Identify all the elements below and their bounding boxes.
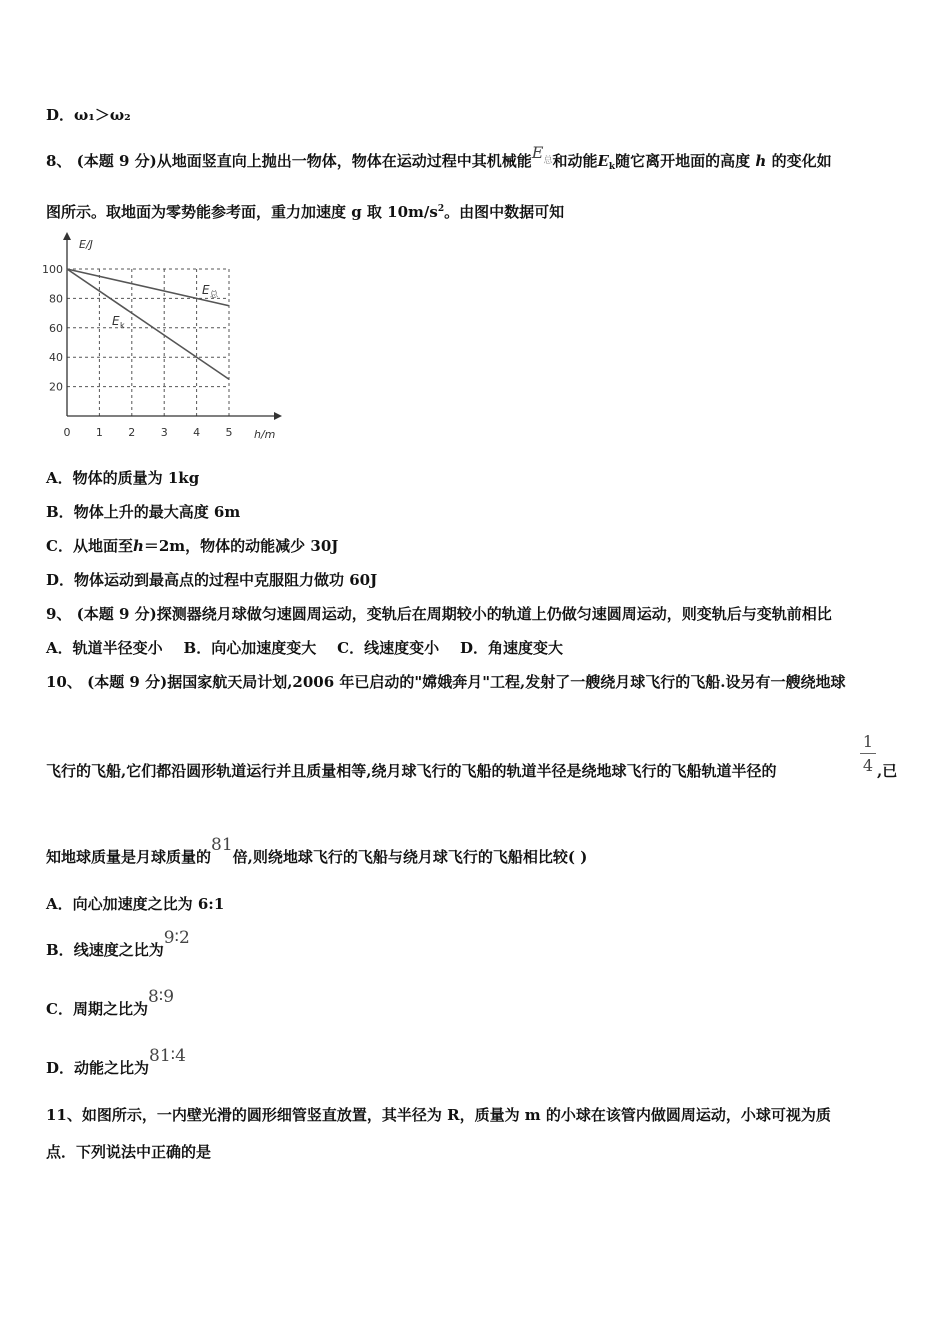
y-axis-label: E/J <box>79 238 93 251</box>
option-label: B． <box>46 941 74 959</box>
x-tick-label: 1 <box>95 426 103 439</box>
option-math: 9∶2 <box>163 928 190 948</box>
option-text: 从地面至 <box>72 537 133 555</box>
option-label: D． <box>460 639 489 657</box>
question-number: 10、 <box>46 673 82 691</box>
question-text: ,已 <box>877 762 898 780</box>
q8-option-d <box>46 569 377 590</box>
q11-line-1 <box>46 1104 831 1125</box>
y-axis-arrow <box>63 232 71 240</box>
question-text: 据国家航天局计划,2006 年已启动的"嫦娥奔月"工程,发射了一艘绕月球飞行的飞船.设另有一艘绕地球 <box>167 673 846 691</box>
option-text: 线速度变小 <box>364 639 440 657</box>
option-label: A． <box>46 639 73 657</box>
series-label-sub-0: 总 <box>210 290 218 299</box>
q8-line-2 <box>46 201 564 222</box>
option-label: C． <box>46 537 73 555</box>
question-text: 和动能 <box>552 152 598 170</box>
h-symbol: h <box>132 537 144 555</box>
option-label: B． <box>46 503 74 521</box>
energy-height-chart <box>36 232 286 444</box>
question-points: (本题 9 分) <box>87 673 168 691</box>
option-text: 物体运动到最高点的过程中克服阻力做功 60J <box>74 571 378 589</box>
q10-line-3 <box>46 835 588 867</box>
question-text: 探测器绕月球做匀速圆周运动，变轨后在周期较小的轨道上仍做匀速圆周运动，则变轨后与变轨前相比 <box>156 605 832 623</box>
mass-ratio: 81 <box>211 835 233 855</box>
fraction-denominator: 4 <box>862 756 874 775</box>
question-text: 飞行的飞船,它们都沿圆形轨道运行并且质量相等,绕月球飞行的飞船的轨道半径是绕地球飞行的飞船轨道半径的 <box>46 762 777 780</box>
q10-option-a <box>46 893 224 914</box>
x-axis-label: h/m <box>254 428 276 441</box>
question-text: 点．下列说法中正确的是 <box>46 1143 212 1161</box>
q10-option-d <box>46 1046 186 1078</box>
option-text: 物体上升的最大高度 6m <box>73 503 241 521</box>
y-tick-label: 20 <box>49 380 63 394</box>
series-label-0: E <box>202 283 210 297</box>
question-text: 如图所示，一内壁光滑的圆形细管竖直放置，其半径为 R，质量为 m 的小球在该管内做圆周运动，小球可视为质 <box>81 1106 831 1124</box>
option-text: ω₁＞ω₂ <box>74 106 131 124</box>
q9-stem <box>46 603 832 624</box>
y-tick-label: 40 <box>49 351 63 365</box>
x-tick-label: 2 <box>128 426 136 439</box>
q7-option-d <box>46 104 131 125</box>
q10-option-b <box>46 928 190 960</box>
q10-line-2 <box>46 760 776 781</box>
fraction-one-quarter <box>860 732 876 775</box>
question-text: 知地球质量是月球质量的 <box>46 848 212 866</box>
x-axis-arrow <box>274 412 282 420</box>
question-text: 倍,则绕地球飞行的飞船与绕月球飞行的飞船相比较( ) <box>232 848 588 866</box>
question-number: 8、 <box>46 152 72 170</box>
option-text: 轨道半径变小 <box>72 639 163 657</box>
option-label: C． <box>46 1000 73 1018</box>
series-label-1: E <box>112 314 120 328</box>
question-text: 从地面竖直向上抛出一物体，物体在运动过程中其机械能 <box>156 152 532 170</box>
q10-line-2-end <box>877 760 897 781</box>
e-total-symbol: E <box>531 143 544 162</box>
option-label: A． <box>46 469 73 487</box>
question-points: (本题 9 分) <box>76 605 157 623</box>
question-number: 11、 <box>46 1106 82 1124</box>
option-label: A． <box>46 895 73 913</box>
h-symbol: h <box>755 152 767 170</box>
option-text: 线速度之比为 <box>73 941 164 959</box>
q10-option-c <box>46 987 175 1019</box>
question-text: 。由图中数据可知 <box>444 203 565 221</box>
fraction-numerator: 1 <box>862 732 874 751</box>
question-points: (本题 9 分) <box>76 152 157 170</box>
series-label-sub-1: k <box>120 321 125 330</box>
x-tick-label: 3 <box>160 426 168 439</box>
question-number: 9、 <box>46 605 72 623</box>
option-text: 向心加速度变大 <box>211 639 317 657</box>
option-text: ＝2m，物体的动能减少 30J <box>143 537 339 555</box>
q11-line-2 <box>46 1141 211 1162</box>
x-tick-label: 0 <box>63 426 71 439</box>
q8-line-1 <box>46 143 832 172</box>
ek-symbol: E <box>597 152 609 170</box>
option-math: 8∶9 <box>147 987 175 1007</box>
y-tick-label: 80 <box>49 292 63 306</box>
option-text: 角速度变大 <box>488 639 564 657</box>
option-text: 向心加速度之比为 6:1 <box>72 895 225 913</box>
option-text: 动能之比为 <box>74 1059 150 1077</box>
superscript: 2 <box>437 204 445 214</box>
x-tick-label: 5 <box>225 426 233 439</box>
option-math: 81∶4 <box>149 1046 186 1066</box>
q9-options <box>46 637 563 658</box>
question-text: 的变化如 <box>771 152 832 170</box>
q10-line-1 <box>46 671 845 692</box>
option-label: B． <box>183 639 212 657</box>
q8-option-a <box>46 467 199 488</box>
x-tick-label: 4 <box>193 426 201 439</box>
question-text: 随它离开地面的高度 <box>615 152 751 170</box>
option-text: 物体的质量为 1kg <box>72 469 200 487</box>
q8-option-b <box>46 501 240 522</box>
y-tick-label: 100 <box>42 263 63 276</box>
option-label: D． <box>46 571 75 589</box>
question-text: 图所示。取地面为零势能参考面，重力加速度 g 取 10m/s <box>46 203 438 221</box>
option-label: D． <box>46 106 75 124</box>
option-label: C． <box>337 639 365 657</box>
y-tick-label: 60 <box>49 321 63 335</box>
option-text: 周期之比为 <box>72 1000 148 1018</box>
ek-sub: k <box>608 162 616 172</box>
option-label: D． <box>46 1059 75 1077</box>
e-total-sub: 总 <box>543 156 553 166</box>
q8-option-c <box>46 535 338 556</box>
